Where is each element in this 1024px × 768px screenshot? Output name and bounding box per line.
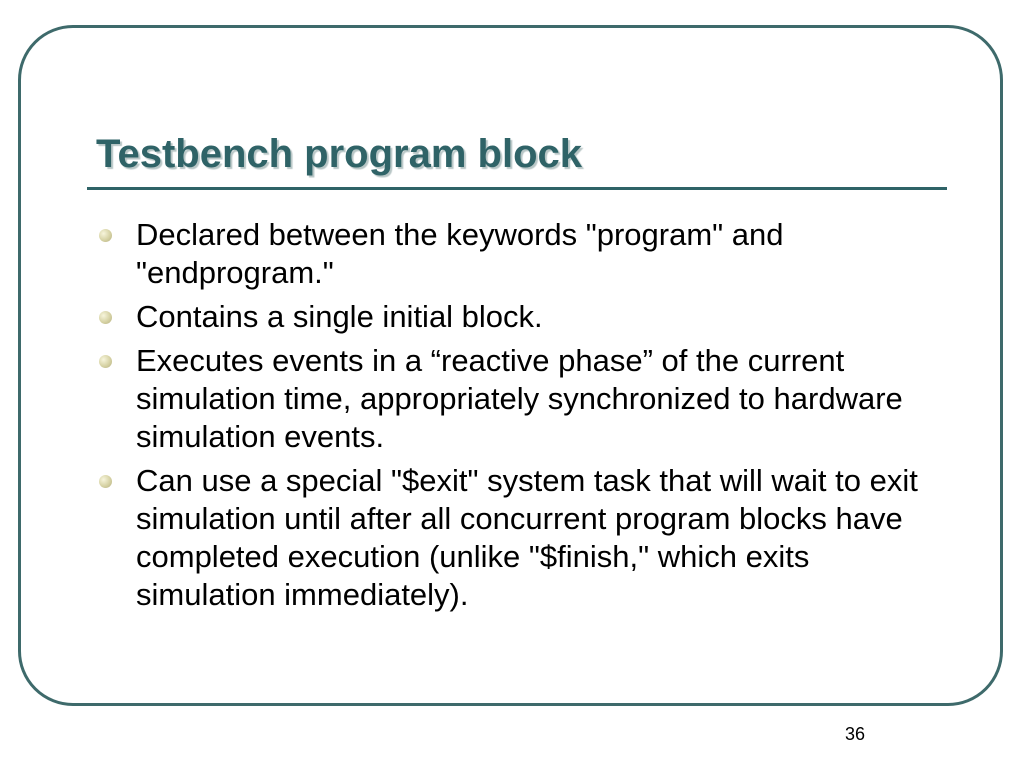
bullet-dot-icon xyxy=(99,311,112,324)
title-divider xyxy=(87,187,947,190)
bullet-text: Contains a single initial block. xyxy=(136,299,543,334)
bullet-item xyxy=(96,216,926,292)
page-number: 36 xyxy=(844,724,866,744)
bullet-dot-icon xyxy=(99,229,112,242)
slide-title: Testbench program block xyxy=(96,132,583,176)
bullet-item xyxy=(96,298,926,336)
bullet-dot-icon xyxy=(99,475,112,488)
bullet-item xyxy=(96,462,926,614)
bullet-text: Declared between the keywords "program" and "endprogram." xyxy=(136,217,784,290)
bullet-list xyxy=(96,216,926,620)
bullet-text: Executes events in a “reactive phase” of the current simulation time, appropriately synchronized to hardware simulation events. xyxy=(136,343,903,454)
bullet-dot-icon xyxy=(99,355,112,368)
bullet-item xyxy=(96,342,926,456)
bullet-text: Can use a special "$exit" system task that will wait to exit simulation until after all concurrent program blocks have completed execution (unlike "$finish," which exits simulation immediately). xyxy=(136,463,918,612)
